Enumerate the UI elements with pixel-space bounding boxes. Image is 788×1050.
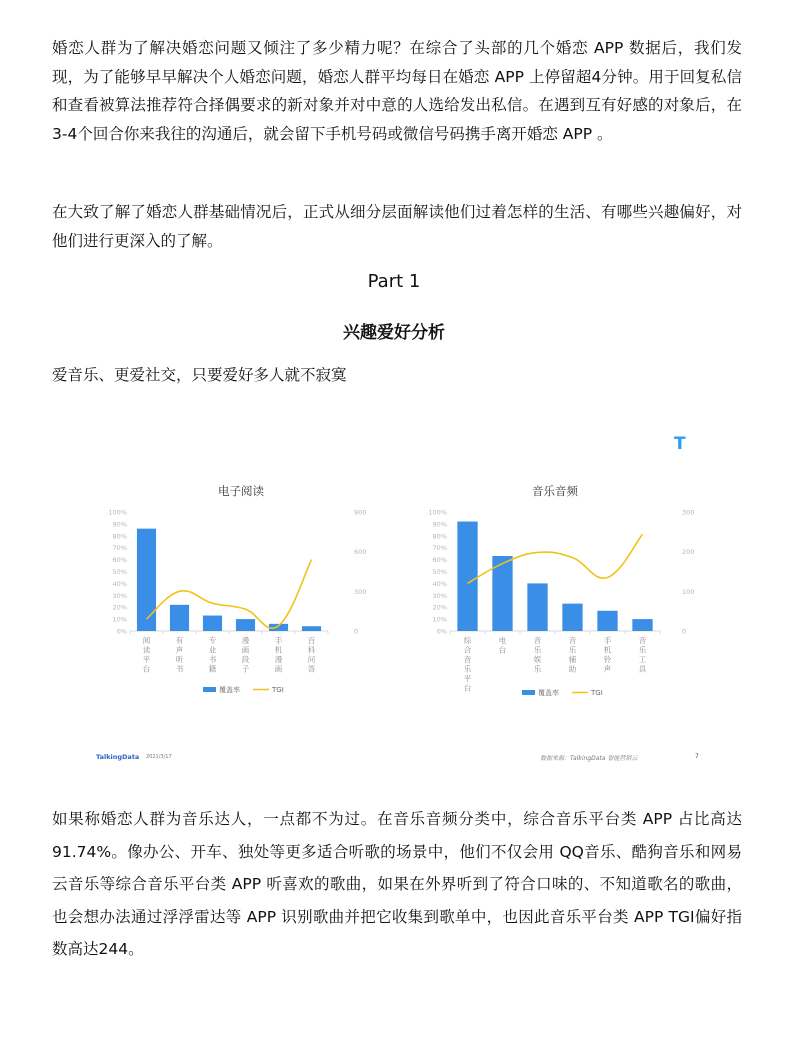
x-tick-label	[569, 635, 577, 674]
y-left-tick-label: 80%	[112, 532, 127, 541]
svg-text:乐: 乐	[463, 664, 472, 674]
svg-text:机: 机	[603, 645, 612, 655]
svg-text:乐: 乐	[638, 645, 647, 655]
x-tick-label	[176, 635, 184, 674]
chart-title: 电子阅读	[218, 484, 264, 498]
legend-label: TGI	[591, 689, 603, 697]
svg-text:书: 书	[175, 664, 184, 674]
svg-text:子: 子	[241, 664, 250, 674]
chart-canvas	[78, 420, 718, 780]
svg-text:机: 机	[274, 645, 283, 655]
chart-title: 音乐音频	[532, 484, 578, 498]
svg-text:平: 平	[142, 655, 151, 664]
chart-slide	[78, 420, 718, 780]
bar	[170, 605, 189, 631]
svg-text:音: 音	[463, 655, 472, 664]
svg-text:籍: 籍	[208, 664, 217, 674]
svg-text:乐: 乐	[533, 645, 542, 655]
legend-swatch-bar	[522, 690, 535, 695]
svg-text:台: 台	[463, 683, 472, 693]
svg-text:乐: 乐	[568, 645, 577, 655]
svg-text:铃: 铃	[603, 655, 612, 664]
y-left-tick-label: 0%	[116, 627, 127, 636]
subsection-caption: 爱音乐、更爱社交，只要爱好多人就不寂寞	[52, 366, 347, 384]
svg-text:科: 科	[307, 645, 316, 655]
bar	[236, 619, 255, 631]
bar	[632, 619, 652, 631]
svg-text:手: 手	[274, 636, 283, 645]
svg-text:音: 音	[533, 636, 542, 645]
svg-text:工: 工	[638, 655, 647, 664]
part-heading: Part 1	[367, 271, 421, 292]
x-tick-label	[534, 635, 542, 674]
legend-swatch-bar	[203, 687, 216, 692]
legend-label: 覆盖率	[538, 689, 559, 697]
y-right-tick-label: 0	[354, 627, 359, 636]
svg-text:百: 百	[307, 636, 316, 645]
footer-source: 数据来源：TalkingData 智能营销云	[540, 755, 638, 762]
y-left-tick-label: 10%	[432, 615, 447, 624]
y-left-tick-label: 40%	[112, 579, 127, 588]
footer-brand: TalkingData	[96, 753, 140, 761]
bar	[203, 616, 222, 631]
svg-text:漫: 漫	[274, 655, 283, 664]
y-left-tick-label: 50%	[432, 568, 447, 576]
svg-text:助: 助	[568, 664, 577, 674]
talkingdata-logo-icon: T	[674, 434, 686, 454]
legend-label: TGI	[272, 686, 284, 694]
svg-text:答: 答	[307, 664, 316, 674]
y-right-tick-label: 300	[682, 508, 695, 517]
y-left-tick-label: 70%	[432, 544, 447, 553]
svg-text:娱: 娱	[533, 655, 542, 664]
context-paragraph: 在大致了解了婚恋人群基础情况后，正式从细分层面解读他们过着怎样的生活、有哪些兴趣偏好，对他们进行更深入的了解。	[52, 203, 742, 250]
x-tick-label	[308, 636, 316, 674]
svg-text:台: 台	[498, 645, 507, 655]
y-left-tick-label: 30%	[432, 591, 447, 600]
bar	[527, 583, 547, 631]
x-tick-label	[242, 635, 250, 674]
legend-label: 覆盖率	[219, 686, 240, 694]
y-right-tick-label: 300	[354, 587, 367, 596]
svg-text:音: 音	[568, 636, 577, 645]
y-left-tick-label: 80%	[432, 532, 447, 541]
bar	[137, 529, 156, 631]
y-left-tick-label: 90%	[432, 520, 447, 529]
y-left-tick-label: 70%	[112, 544, 127, 553]
x-tick-label	[143, 635, 151, 674]
intro-paragraph: 婚恋人群为了解决婚恋问题又倾注了多少精力呢？在综合了头部的几个婚恋 APP 数据后，我们发现，为了能够早早解决个人婚恋问题，婚恋人群平均每日在婚恋 APP 上停留超4分钟。用于回复私信和查看被算法推荐符合择偶要求的新对象并对中意的人选给发出私信。在遇到互有好感的对象后，在3-4个回合你来我往的沟通后，就会留下手机号码或微信号码携手离开婚恋 APP 。	[52, 39, 742, 143]
svg-text:声: 声	[603, 664, 612, 674]
svg-text:声: 声	[175, 645, 184, 655]
bar	[302, 626, 321, 631]
section-title: 兴趣爱好分析	[343, 323, 445, 343]
y-left-tick-label: 10%	[112, 615, 127, 624]
bar	[457, 522, 477, 631]
svg-text:综: 综	[463, 636, 472, 645]
svg-text:画: 画	[241, 645, 250, 655]
y-left-tick-label: 60%	[432, 556, 447, 565]
svg-text:平: 平	[463, 674, 472, 683]
svg-text:听: 听	[175, 655, 184, 664]
y-left-tick-label: 100%	[428, 508, 447, 517]
svg-text:画: 画	[274, 664, 283, 674]
y-left-tick-label: 20%	[112, 603, 127, 612]
svg-text:业: 业	[208, 645, 217, 655]
svg-text:段: 段	[241, 655, 250, 664]
svg-text:有: 有	[175, 636, 184, 645]
svg-text:专: 专	[208, 636, 217, 645]
y-left-tick-label: 100%	[108, 508, 127, 517]
y-left-tick-label: 40%	[432, 579, 447, 588]
svg-text:辅: 辅	[568, 655, 577, 664]
svg-text:书: 书	[208, 655, 217, 664]
y-left-tick-label: 0%	[436, 627, 447, 636]
analysis-paragraph: 如果称婚恋人群为音乐达人，一点都不为过。在音乐音频分类中，综合音乐平台类 APP 占比高达91.74%。像办公、开车、独处等更多适合听歌的场景中，他们不仅会用 QQ音乐、酷狗音乐和网易云音乐等综合音乐平台类 APP 听喜欢的歌曲，如果在外界听到了符合口味的、不知道歌名的歌曲，也会想办法通过浮浮雷达等 APP 识别歌曲并把它收集到歌单中，也因此音乐平台类 APP TGI偏好指数高达244。	[52, 810, 742, 958]
bar	[597, 611, 617, 631]
y-right-tick-label: 600	[354, 548, 367, 557]
footer-page-number: 7	[695, 753, 699, 760]
svg-text:电: 电	[498, 636, 507, 645]
svg-text:漫: 漫	[241, 636, 250, 645]
bar	[562, 604, 582, 631]
svg-text:手: 手	[603, 636, 612, 645]
x-tick-label	[464, 635, 472, 693]
x-tick-label	[209, 635, 217, 674]
footer-date: 2021/3/17	[146, 754, 172, 760]
y-right-tick-label: 900	[354, 508, 367, 517]
svg-text:台: 台	[142, 664, 151, 674]
y-left-tick-label: 50%	[112, 568, 127, 576]
y-left-tick-label: 90%	[112, 520, 127, 529]
svg-text:阅: 阅	[142, 636, 151, 645]
svg-text:具: 具	[638, 664, 647, 674]
y-right-tick-label: 200	[682, 548, 695, 557]
x-tick-label	[499, 635, 507, 655]
x-tick-label	[275, 635, 283, 674]
svg-text:问: 问	[307, 655, 316, 664]
svg-text:乐: 乐	[533, 664, 542, 674]
y-left-tick-label: 60%	[112, 556, 127, 565]
svg-text:合: 合	[463, 645, 472, 655]
svg-text:读: 读	[142, 645, 151, 655]
svg-text:音: 音	[638, 636, 647, 645]
y-right-tick-label: 100	[682, 587, 695, 596]
y-right-tick-label: 0	[682, 627, 687, 636]
y-left-tick-label: 20%	[432, 603, 447, 612]
y-left-tick-label: 30%	[112, 591, 127, 600]
x-tick-label	[604, 635, 612, 674]
x-tick-label	[639, 635, 647, 674]
